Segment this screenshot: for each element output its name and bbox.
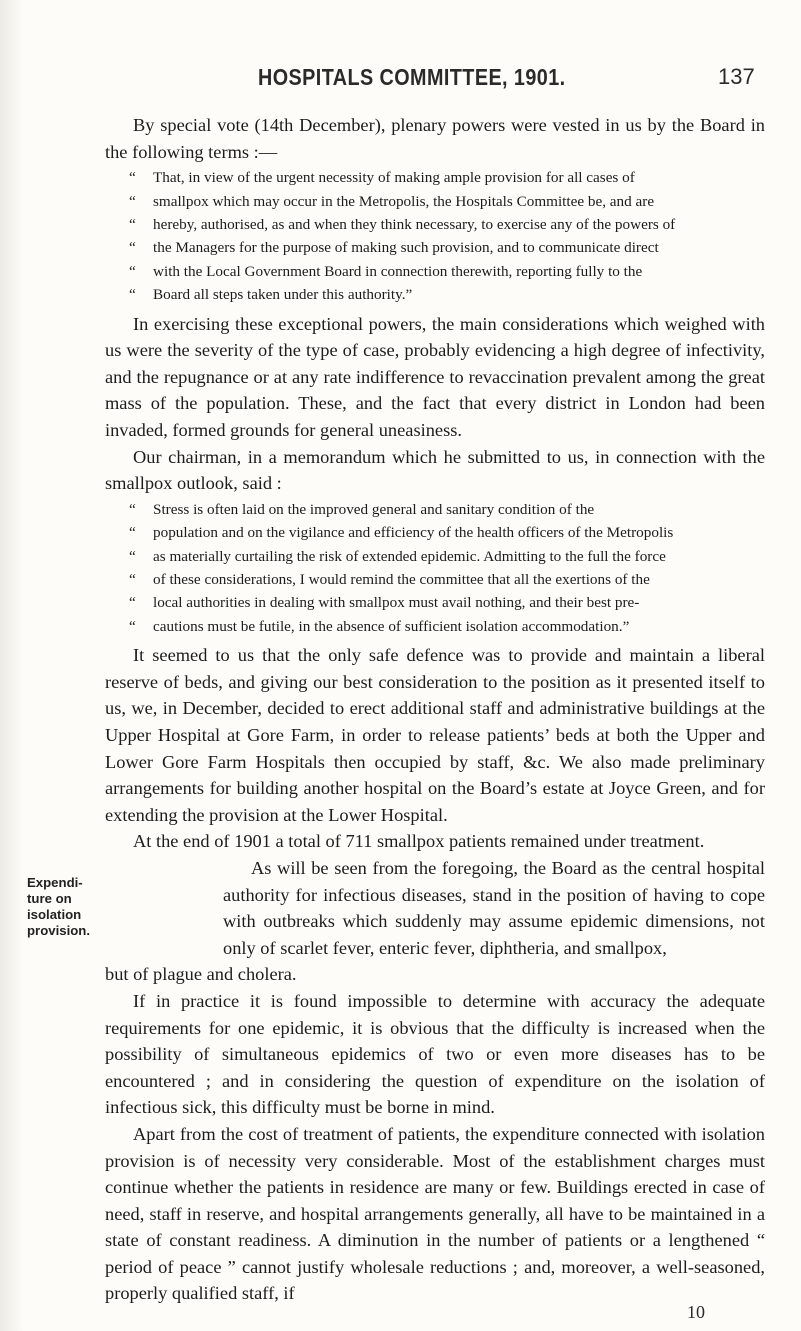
quoted-resolution [105,166,765,306]
body-text [27,112,765,1307]
paragraph-chairman-memorandum: Our chairman, in a memorandum which he submitted to us, in connection with the smallpox outlook, said : [105,446,765,494]
quote-line: “ local authorities in dealing with smallpox must avail nothing, and their best pre- [129,594,640,612]
paragraph-exceptional-powers: In exercising these exceptional powers, the main considerations which weighed with us were the severity of the type of case, probably evidencing a high degree of infectivity, and the repugnance or at any rate indifference to revaccination prevalent among the great mass of the population. These, and the fact that every district in London had been invaded, formed grounds for general uneasiness. [105,313,765,440]
quoted-memorandum [105,498,765,638]
quote-line: “ smallpox which may occur in the Metropolis, the Hospitals Committee be, and are [129,192,655,210]
paragraph-central-authority: As will be seen from the foregoing, the Board as the central hospital authority for infectious diseases, stand in the position of having to cope with outbreaks which suddenly may assume epidemic dimensions, not only of scarlet fever, enteric fever, diphtheria, and smallpox, [223,857,765,958]
paragraph-safe-defence: It seemed to us that the only safe defence was to provide and maintain a liberal reserve of beds, and giving our best consideration to the position as it presented itself to us, we, in December, decided to erect additional staff and administrative buildings at the Upper Hospital at Gore Farm, in order to release patients’ beds at both the Upper and Lower Gore Farm Hospitals then occupied by staff, &c. We also made preliminary arrangements for building another hospital on the Board’s estate at Joyce Green, and for extending the provision at the Lower Hospital. [105,645,765,825]
paragraph-year-end-total: At the end of 1901 a total of 711 smallpox patients remained under treatment. [133,831,705,852]
paragraph-simultaneous-epidemics: If in practice it is found impossible to determine with accuracy the adequate requirements for one epidemic, it is obvious that the difficulty is increased when the possibility of simultaneous epidemics of two or even more diseases has to be encountered ; and in considering the question of expenditure on the isolation of infectious sick, this difficulty must be borne in mind. [105,990,765,1118]
quote-line: “ of these considerations, I would remind the committee that all the exertions of the [129,571,650,588]
margin-note: Expendi- ture on isolation provision. [27,874,91,938]
paragraph-central-authority-continued: but of plague and cholera. [105,964,297,985]
quote-line: “ That, in view of the urgent necessity of making ample provision for all cases of [129,169,635,187]
paragraph-special-vote: By special vote (14th December), plenary powers were vested in us by the Board in the following terms :— [105,115,765,162]
quote-line: “ the Managers for the purpose of making such provision, and to communicate direct [129,239,659,257]
quote-line: “ population and on the vigilance and efficiency of the health officers of the Metropolis [129,524,674,542]
folio-signature: 10 [687,1302,705,1322]
isolation-provision-section [27,855,765,988]
quote-line: “ Board all steps taken under this authority.” [129,286,413,304]
header-page-number: 137 [718,64,755,89]
running-header [0,64,801,104]
paragraph-expenditure: Apart from the cost of treatment of patients, the expenditure connected with isolation provision is of necessity very considerable. Most of the establishment charges must continue whether the patients in residence are many or few. Buildings erected in case of need, staff in reserve, and hospital arrangements generally, all have to be maintained in a state of constant readiness. A diminution in the number of patients or a lengthened “ period of peace ” cannot justify wholesale reductions ; and, moreover, a well-seasoned, properly qualified staff, if [105,1123,765,1304]
quote-line: “ as materially curtailing the risk of extended epidemic. Admitting to the full the force [129,547,666,565]
header-title: HOSPITALS COMMITTEE, 1901. [258,64,566,90]
page-edge-shadow [0,0,24,1331]
quote-line: “ cautions must be futile, in the absence of sufficient isolation accommodation.” [129,617,630,635]
quote-line: “ with the Local Government Board in connection therewith, reporting fully to the [129,262,643,280]
quote-line: “ Stress is often laid on the improved general and sanitary condition of the [129,500,595,518]
quote-line: “ hereby, authorised, as and when they think necessary, to exercise any of the powers of [129,216,676,233]
